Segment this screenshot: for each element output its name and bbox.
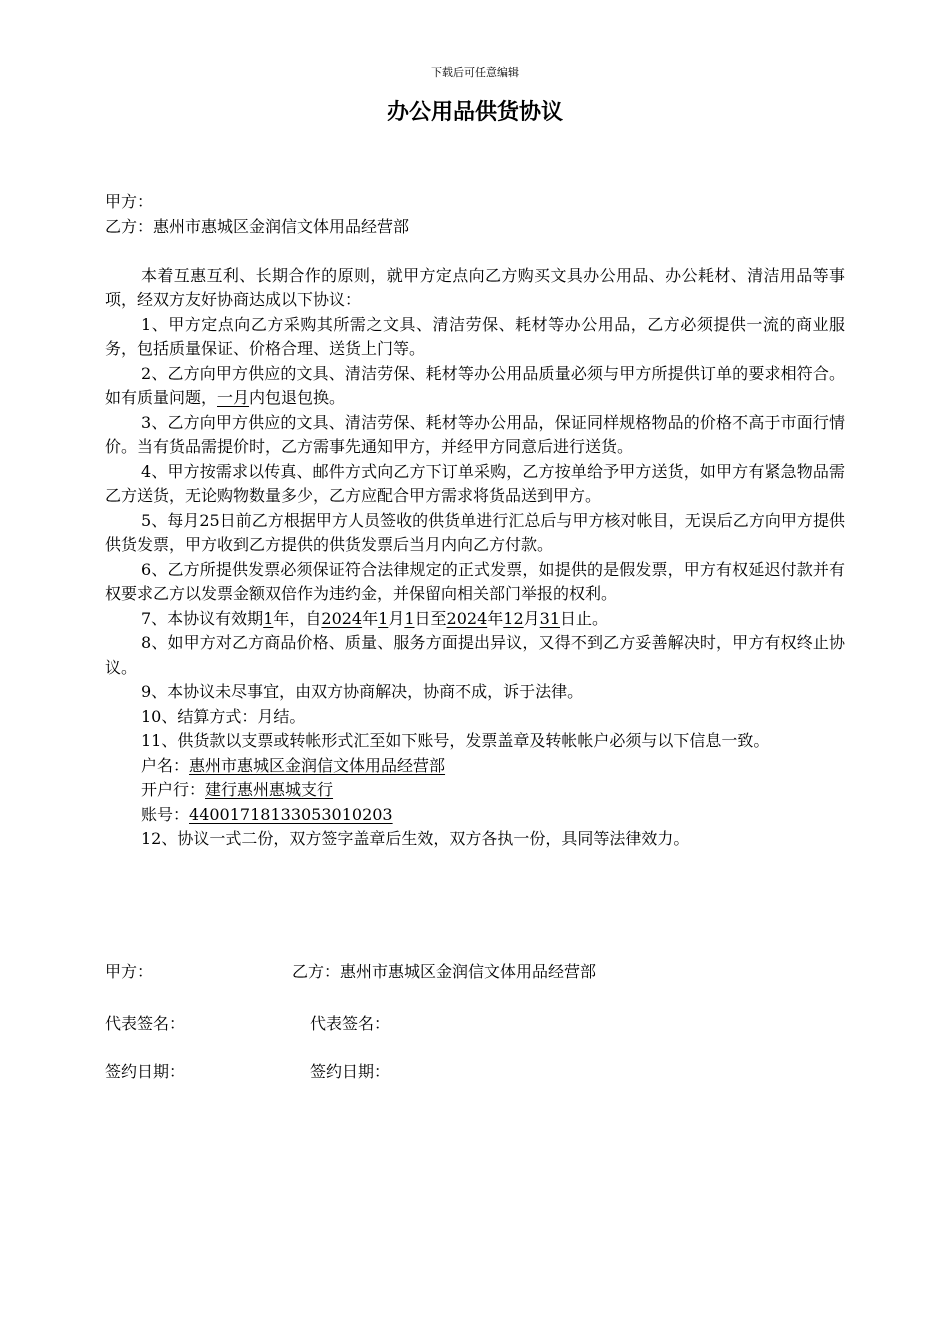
clause-11: 11、供货款以支票或转帐形式汇至如下账号，发票盖章及转帐帐户必须与以下信息一致。 [141, 731, 770, 750]
clause-6: 6、乙方所提供发票必须保证符合法律规定的正式发票，如提供的是假发票，甲方有权延迟付款并有权要求乙方以发票金额双倍作为违约金，并保留向相关部门举报的权利。 [105, 559, 845, 603]
clause-7-text: 日至 [414, 608, 447, 628]
signature-rep-a: 代表签名： [105, 1014, 186, 1033]
clause-3: 3、乙方向甲方供应的文具、清洁劳保、耗材等办公用品，保证同样规格物品的价格不高于市面行情价。当有货品需提价时，乙方需事先通知甲方，并经甲方同意后进行送货。 [105, 412, 845, 456]
end-year: 2024 [446, 608, 488, 628]
clause-5: 5、每月25日前乙方根据甲方人员签收的供货单进行汇总后与甲方核对帐目，无误后乙方向甲方提供供货发票，甲方收到乙方提供的供货发票后当月内向乙方付款。 [105, 510, 845, 554]
end-day: 31 [539, 608, 560, 628]
clause-7-text: 月 [388, 608, 405, 628]
account-bank-line [105, 778, 845, 803]
spacer [105, 239, 845, 264]
document-body [105, 190, 845, 852]
clause-7-text: 年 [362, 608, 379, 628]
signature-date-b: 签约日期： [310, 1062, 391, 1081]
end-month: 12 [503, 608, 524, 628]
term-years: 1 [263, 608, 274, 628]
clause-2-tail: 内包退包换。 [249, 388, 346, 407]
party-a-line: 甲方： [105, 192, 154, 211]
document-title: 办公用品供货协议 [386, 100, 563, 125]
clause-7-text: 日止。 [560, 608, 609, 628]
account-name-line [105, 754, 845, 779]
start-month: 1 [378, 608, 389, 628]
clause-8: 8、如甲方对乙方商品价格、质量、服务方面提出异议，又得不到乙方妥善解决时，甲方有权终止协议。 [105, 633, 845, 677]
clause-7-text: 7、本协议有效期 [141, 608, 264, 628]
account-bank-label: 开户行： [141, 780, 206, 799]
clause-7-text: 年，自 [273, 608, 322, 628]
account-number-value: 44001718133053010203 [189, 804, 393, 824]
account-name-label: 户名： [141, 755, 190, 775]
start-year: 2024 [321, 608, 363, 628]
signature-party-b: 乙方：惠州市惠城区金润信文体用品经营部 [292, 962, 597, 981]
clause-2-period: 一月 [217, 388, 250, 407]
signature-party-a: 甲方： [105, 962, 154, 981]
party-b-line: 乙方：惠州市惠城区金润信文体用品经营部 [105, 216, 410, 236]
clause-7 [105, 607, 845, 632]
signature-date-a: 签约日期： [105, 1062, 186, 1081]
clause-10: 10、结算方式：月结。 [141, 706, 306, 726]
account-bank-value: 建行惠州惠城支行 [205, 780, 334, 799]
clause-9: 9、本协议未尽事宜，由双方协商解决，协商不成，诉于法律。 [141, 682, 584, 701]
clause-2 [105, 362, 845, 411]
clause-1: 1、甲方定点向乙方采购其所需之文具、清洁劳保、耗材等办公用品，乙方必须提供一流的商业服务，包括质量保证、价格合理、送货上门等。 [105, 314, 845, 358]
clause-2-text: 2、乙方向甲方供应的文具、清洁劳保、耗材等办公用品质量必须与甲方所提供订单的要求相符合。如有质量问题， [105, 363, 845, 407]
account-number-label: 账号： [141, 804, 190, 824]
signature-rep-b: 代表签名： [310, 1014, 391, 1033]
clause-4: 4、甲方按需求以传真、邮件方式向乙方下订单采购，乙方按单给予甲方送货，如甲方有紧急物品需乙方送货，无论购物数量多少，乙方应配合甲方需求将货品送到甲方。 [105, 461, 845, 505]
header-note: 下载后可任意编辑 [431, 66, 519, 79]
account-number-line [105, 803, 845, 828]
intro-paragraph: 本着互惠互利、长期合作的原则，就甲方定点向乙方购买文具办公用品、办公耗材、清洁用品等事项，经双方友好协商达成以下协议： [105, 265, 845, 309]
clause-7-text: 年 [487, 608, 504, 628]
start-day: 1 [404, 608, 415, 628]
account-name-value: 惠州市惠城区金润信文体用品经营部 [189, 755, 446, 775]
clause-7-text: 月 [523, 608, 540, 628]
clause-12: 12、协议一式二份，双方签字盖章后生效，双方各执一份，具同等法律效力。 [141, 829, 690, 848]
